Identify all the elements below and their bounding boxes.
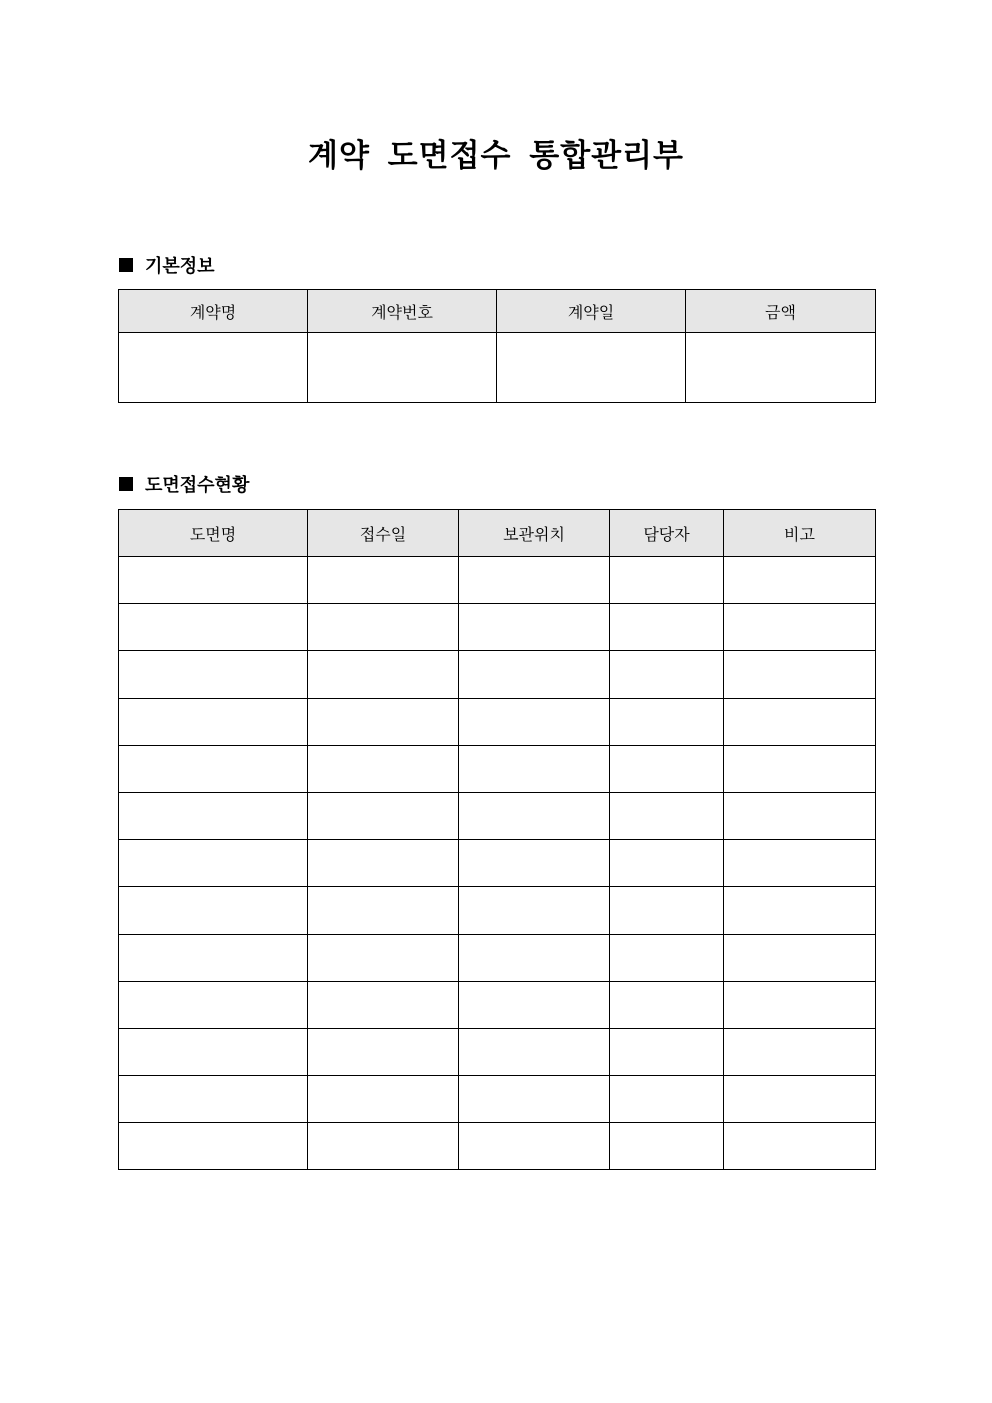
contract-number-cell[interactable]: [308, 333, 497, 403]
receipt-date-cell[interactable]: [308, 698, 459, 745]
storage-location-cell[interactable]: [459, 651, 610, 698]
receipt-date-cell[interactable]: [308, 557, 459, 604]
remarks-cell[interactable]: [724, 604, 876, 651]
storage-location-cell[interactable]: [459, 1028, 610, 1075]
person-in-charge-cell[interactable]: [610, 651, 724, 698]
storage-location-cell[interactable]: [459, 981, 610, 1028]
section-heading-label: 기본정보: [145, 256, 215, 277]
storage-location-cell[interactable]: [459, 840, 610, 887]
table-row: [119, 333, 876, 403]
drawing-name-cell[interactable]: [119, 604, 308, 651]
column-header-drawing-name: 도면명: [119, 510, 308, 557]
square-bullet-icon: [119, 477, 133, 491]
receipt-date-cell[interactable]: [308, 604, 459, 651]
storage-location-cell[interactable]: [459, 557, 610, 604]
storage-location-cell[interactable]: [459, 792, 610, 839]
basic-info-table: [118, 289, 876, 403]
drawing-name-cell[interactable]: [119, 1123, 308, 1170]
table-row: [119, 1028, 876, 1075]
storage-location-cell[interactable]: [459, 1123, 610, 1170]
remarks-cell[interactable]: [724, 981, 876, 1028]
section-heading-label: 도면접수현황: [145, 475, 250, 496]
remarks-cell[interactable]: [724, 557, 876, 604]
receipt-date-cell[interactable]: [308, 745, 459, 792]
table-row: [119, 604, 876, 651]
drawing-name-cell[interactable]: [119, 651, 308, 698]
table-header-row: [119, 290, 876, 333]
document-title: 계약 도면접수 통합관리부: [308, 138, 684, 174]
drawing-name-cell[interactable]: [119, 698, 308, 745]
table-row: [119, 792, 876, 839]
table-row: [119, 651, 876, 698]
receipt-date-cell[interactable]: [308, 1076, 459, 1123]
remarks-cell[interactable]: [724, 745, 876, 792]
storage-location-cell[interactable]: [459, 745, 610, 792]
amount-cell[interactable]: [686, 333, 876, 403]
remarks-cell[interactable]: [724, 651, 876, 698]
drawing-name-cell[interactable]: [119, 887, 308, 934]
drawing-name-cell[interactable]: [119, 1028, 308, 1075]
remarks-cell[interactable]: [724, 840, 876, 887]
person-in-charge-cell[interactable]: [610, 604, 724, 651]
drawing-receipt-table: [118, 509, 876, 1170]
person-in-charge-cell[interactable]: [610, 887, 724, 934]
storage-location-cell[interactable]: [459, 1076, 610, 1123]
receipt-date-cell[interactable]: [308, 887, 459, 934]
storage-location-cell[interactable]: [459, 698, 610, 745]
person-in-charge-cell[interactable]: [610, 745, 724, 792]
square-bullet-icon: [119, 258, 133, 272]
column-header-amount: 금액: [686, 290, 876, 333]
person-in-charge-cell[interactable]: [610, 1076, 724, 1123]
receipt-date-cell[interactable]: [308, 792, 459, 839]
storage-location-cell[interactable]: [459, 887, 610, 934]
section-heading-basic-info: [119, 253, 215, 277]
contract-name-cell[interactable]: [119, 333, 308, 403]
column-header-contract-date: 계약일: [497, 290, 686, 333]
drawing-name-cell[interactable]: [119, 840, 308, 887]
remarks-cell[interactable]: [724, 792, 876, 839]
person-in-charge-cell[interactable]: [610, 1028, 724, 1075]
table-row: [119, 745, 876, 792]
remarks-cell[interactable]: [724, 1123, 876, 1170]
remarks-cell[interactable]: [724, 698, 876, 745]
receipt-date-cell[interactable]: [308, 1028, 459, 1075]
remarks-cell[interactable]: [724, 1028, 876, 1075]
storage-location-cell[interactable]: [459, 934, 610, 981]
person-in-charge-cell[interactable]: [610, 981, 724, 1028]
table-row: [119, 1076, 876, 1123]
drawing-name-cell[interactable]: [119, 557, 308, 604]
remarks-cell[interactable]: [724, 887, 876, 934]
table-row: [119, 887, 876, 934]
storage-location-cell[interactable]: [459, 604, 610, 651]
table-row: [119, 981, 876, 1028]
person-in-charge-cell[interactable]: [610, 792, 724, 839]
drawing-name-cell[interactable]: [119, 1076, 308, 1123]
column-header-person-in-charge: 담당자: [610, 510, 724, 557]
column-header-receipt-date: 접수일: [308, 510, 459, 557]
receipt-date-cell[interactable]: [308, 981, 459, 1028]
contract-date-cell[interactable]: [497, 333, 686, 403]
person-in-charge-cell[interactable]: [610, 698, 724, 745]
table-row: [119, 1123, 876, 1170]
drawing-name-cell[interactable]: [119, 981, 308, 1028]
drawing-name-cell[interactable]: [119, 934, 308, 981]
column-header-contract-number: 계약번호: [308, 290, 497, 333]
person-in-charge-cell[interactable]: [610, 1123, 724, 1170]
remarks-cell[interactable]: [724, 1076, 876, 1123]
person-in-charge-cell[interactable]: [610, 934, 724, 981]
table-row: [119, 698, 876, 745]
receipt-date-cell[interactable]: [308, 651, 459, 698]
column-header-remarks: 비고: [724, 510, 876, 557]
section-heading-drawings: [119, 472, 249, 496]
drawing-name-cell[interactable]: [119, 792, 308, 839]
table-row: [119, 840, 876, 887]
column-header-contract-name: 계약명: [119, 290, 308, 333]
person-in-charge-cell[interactable]: [610, 840, 724, 887]
table-header-row: [119, 510, 876, 557]
table-row: [119, 934, 876, 981]
remarks-cell[interactable]: [724, 934, 876, 981]
receipt-date-cell[interactable]: [308, 934, 459, 981]
receipt-date-cell[interactable]: [308, 1123, 459, 1170]
drawing-name-cell[interactable]: [119, 745, 308, 792]
column-header-storage-location: 보관위치: [459, 510, 610, 557]
receipt-date-cell[interactable]: [308, 840, 459, 887]
person-in-charge-cell[interactable]: [610, 557, 724, 604]
table-row: [119, 557, 876, 604]
